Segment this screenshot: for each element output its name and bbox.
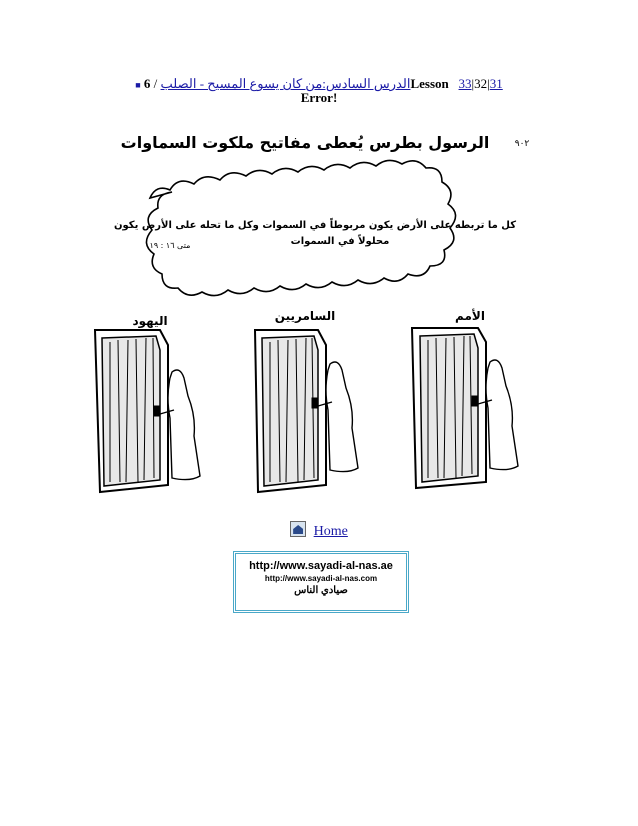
page-link-33[interactable]: 33 [458,76,472,91]
site-info-box [233,551,409,613]
door-drawing-1 [95,330,200,492]
site-url-ae: http://www.sayadi-al-nas.ae [249,560,393,572]
door-label-jews: اليهود [132,314,168,328]
cloud-verse-line1: كل ما تربطه على الأرض يكون مربوطاً في السموات وكل ما تحله على الأرض يكون [113,220,517,231]
page-mark: ٩٠٢ [514,139,530,149]
nav-separator: / [150,76,158,91]
home-icon[interactable] [290,521,306,537]
home-link[interactable]: Home [313,524,348,539]
site-name-arabic: صيادي الناس [294,585,348,596]
illustration-heading: الرسول بطرس يُعطى مفاتيح ملكوت السماوات [120,133,490,152]
error-text: Error! [300,90,338,105]
door-label-samaritans: السامريين [274,309,336,323]
page-link-31[interactable]: 31 [489,76,503,91]
page-sep: | [487,76,490,91]
page-current-32: 32 [474,76,488,91]
page-sep: | [471,76,475,91]
cloud-verse-line2: محلولاً في السموات [290,236,390,247]
door-drawing-3 [412,328,518,488]
door-label-gentiles: الأمم [455,309,485,323]
lesson-title-link[interactable]: الدرس السادس:من كان يسوع المسيح - الصلب [160,76,411,91]
cloud-reference: متى ١٦ : ١٩ [149,241,191,250]
lesson-label: 6Lesson [143,76,449,91]
bullet-icon: ■ [135,80,141,90]
home-row [0,521,638,540]
door-drawing-2 [255,330,358,492]
scanned-illustration [90,120,540,500]
site-url-com: http://www.sayadi-al-nas.com [264,574,378,583]
